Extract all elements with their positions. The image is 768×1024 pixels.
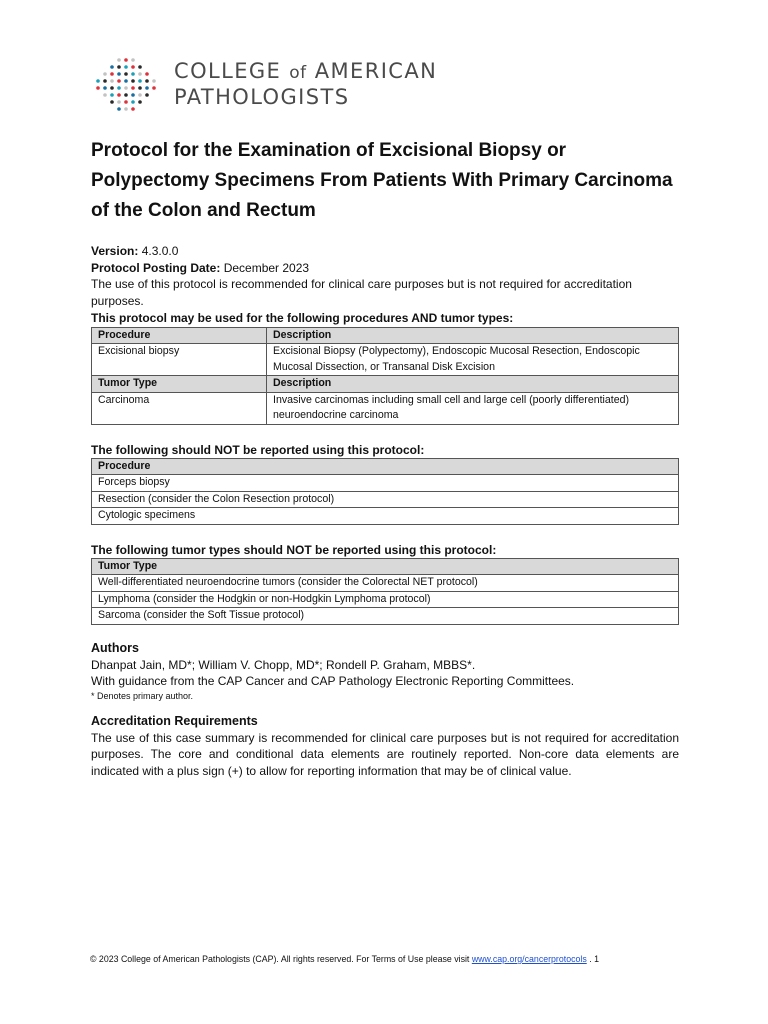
table-header-cell: Description	[267, 376, 679, 393]
table-header-cell: Description	[267, 327, 679, 344]
table-row	[92, 475, 679, 492]
table-row	[92, 591, 679, 608]
table-cell: Well-differentiated neuroendocrine tumors (consider the Colorectal NET protocol)	[92, 575, 679, 592]
cap-logo-dots-icon	[92, 56, 162, 112]
table-header-row	[92, 327, 679, 344]
table-header-row	[92, 558, 679, 575]
logo-pathologists: PATHOLOGISTS	[174, 85, 350, 109]
table-cell: Carcinoma	[92, 392, 267, 424]
table-header-row	[92, 458, 679, 475]
version-value: 4.3.0.0	[141, 244, 179, 258]
tumor-not-heading: The following tumor types should NOT be reported using this protocol:	[91, 542, 497, 557]
authors-guidance: With guidance from the CAP Cancer and CAP Pathology Electronic Reporting Committees.	[91, 674, 575, 688]
procedures-heading: This protocol may be used for the following procedures AND tumor types:	[91, 311, 514, 325]
cap-logo-wordmark	[174, 59, 437, 109]
table-row	[92, 491, 679, 508]
version-line	[91, 243, 679, 260]
not-reported-table	[91, 458, 679, 525]
document-body	[91, 136, 679, 779]
page-footer	[90, 953, 680, 965]
table-cell: Sarcoma (consider the Soft Tissue protocol)	[92, 608, 679, 625]
table-row	[92, 508, 679, 525]
table-header-row	[92, 376, 679, 393]
footer-link[interactable]: www.cap.org/cancerprotocols	[471, 954, 587, 964]
table-row	[92, 575, 679, 592]
tumor-not-table	[91, 558, 679, 625]
footer-copyright: © 2023 College of American Pathologists (CAP). All rights reserved. For Terms of Use please visit	[90, 954, 470, 964]
table-cell: Forceps biopsy	[92, 475, 679, 492]
table-cell: Lymphoma (consider the Hodgkin or non-Hodgkin Lymphoma protocol)	[92, 591, 679, 608]
usage-note: The use of this protocol is recommended for clinical care purposes but is not required for accreditation purposes.	[91, 277, 632, 308]
posting-date-line	[91, 260, 679, 277]
table-header-cell: Procedure	[92, 327, 267, 344]
table-cell: Cytologic specimens	[92, 508, 679, 525]
authors-names: Dhanpat Jain, MD*; William V. Chopp, MD*; Rondell P. Graham, MBBS*.	[91, 657, 476, 672]
table-cell: Invasive carcinomas including small cell and large cell (poorly differentiated) neuroendocrine carcinoma	[267, 392, 679, 424]
primary-author-note: * Denotes primary author.	[91, 690, 194, 701]
table-cell: Excisional Biopsy (Polypectomy), Endoscopic Mucosal Resection, Endoscopic Mucosal Dissection, or Transanal Disk Excision	[267, 344, 679, 376]
not-reported-heading: The following should NOT be reported using this protocol:	[91, 442, 425, 457]
cap-logo	[92, 54, 437, 114]
logo-of: of	[289, 63, 307, 83]
table-header-cell: Procedure	[92, 458, 679, 475]
version-label: Version:	[91, 244, 139, 258]
logo-american: AMERICAN	[314, 59, 438, 83]
accreditation-heading: Accreditation Requirements	[91, 713, 258, 728]
accreditation-text: The use of this case summary is recommended for clinical care purposes but is not required for accreditation purposes. The core and conditional data elements are routinely reported. Non-core data elements are indicated with a plus sign (+) to allow for reporting information that may be of clinical value.	[91, 730, 679, 778]
authors-heading: Authors	[91, 640, 139, 655]
document-title: Protocol for the Examination of Excisional Biopsy or Polypectomy Specimens From Patients With Primary Carcinoma of the Colon and Rectum	[91, 140, 673, 221]
page-number: . 1	[589, 954, 599, 964]
table-cell: Resection (consider the Colon Resection protocol)	[92, 491, 679, 508]
table-cell: Excisional biopsy	[92, 344, 267, 376]
table-header-cell: Tumor Type	[92, 558, 679, 575]
table-row	[92, 344, 679, 376]
posting-date-value: December 2023	[223, 260, 310, 275]
table-header-cell: Tumor Type	[92, 376, 267, 393]
procedures-table	[91, 327, 679, 425]
posting-date-label: Protocol Posting Date:	[91, 260, 221, 275]
table-row	[92, 608, 679, 625]
logo-college: COLLEGE	[174, 59, 282, 83]
table-row	[92, 392, 679, 424]
